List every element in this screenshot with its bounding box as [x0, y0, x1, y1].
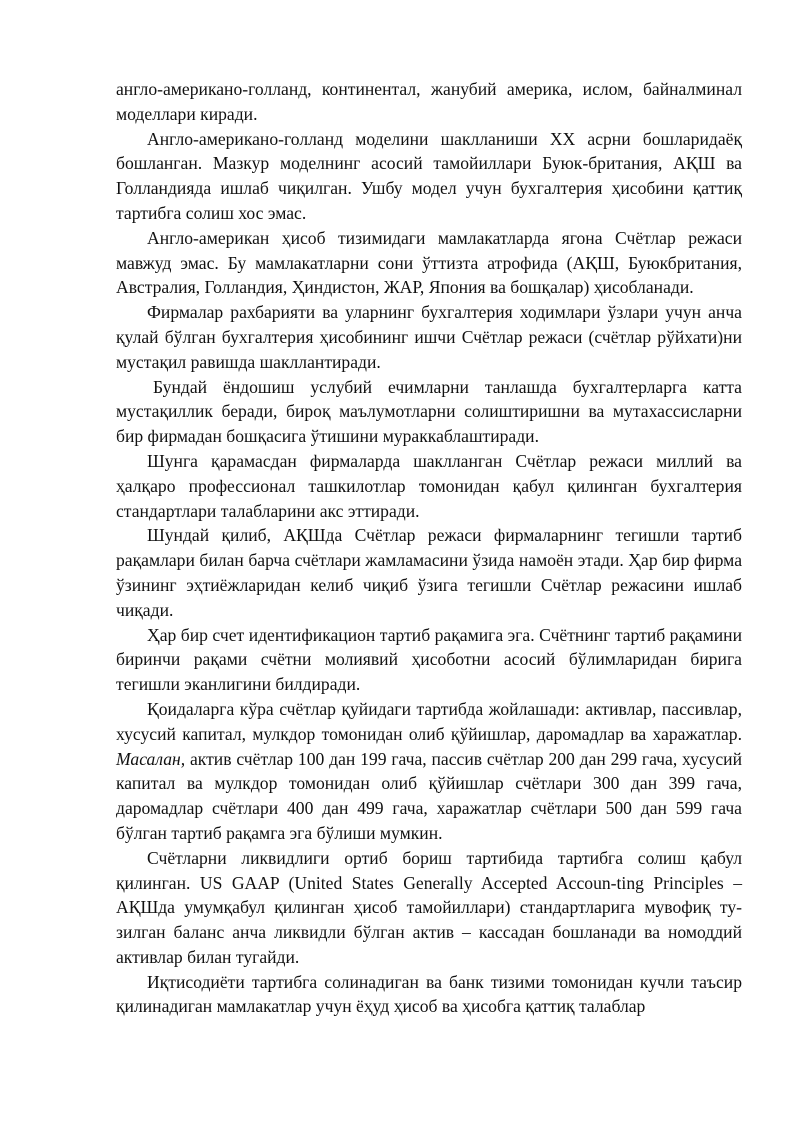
- paragraph-continues-next-page: Иқтисодиёти тартибга солинадиган ва банк тизими томонидан кучли таъсир қилинадиган мамлакатлар учун ёҳуд ҳисоб ва ҳисобга қаттиқ талаблар: [116, 971, 742, 1017]
- paragraph-text: Қоидаларга кўра счётлар қуйидаги тартибда жойлашади: активлар, пассивлар, хусусий капитал, мулкдор томонидан олиб қўйишлар, даромадлар ва харажатлар.: [116, 698, 742, 744]
- paragraph: Ҳар бир счет идентификацион тартиб рақамига эга. Счётнинг тартиб рақамини биринчи рақами счётни молиявий ҳисоботни асосий бўлимларидан бирига тегишли эканлигини билдиради.: [116, 624, 742, 695]
- paragraph: Счётларни ликвидлиги ортиб бориш тартибида тартибга солиш қабул қилинган. US GAAP (United States Generally Accepted Accoun-ting Principles – АҚШда умумқабул қилинган ҳисоб тамойиллари) стандартларига мувофиқ ту-зилган баланс анча ликвидли бўлган актив – кассадан бошланади ва номоддий активлар билан тугайди.: [116, 847, 742, 967]
- paragraph: Англо-американ ҳисоб тизимидаги мамлакатларда ягона Счётлар режаси мавжуд эмас. Бу мамлакатларни сони ўттизта атрофида (АҚШ, Буюкбритания, Австралия, Голландия, Ҳиндистон, ЖАР, Япония ва бошқалар) ҳисобланади.: [116, 227, 742, 298]
- paragraph-with-example: [116, 697, 742, 846]
- paragraph: Шунга қарамасдан фирмаларда шаклланган Счётлар режаси миллий ва ҳалқаро профессионал ташкилотлар томонидан қабул қилинган бухгалтерия стандартлари талабларини акс эттиради.: [116, 450, 742, 521]
- paragraph-text: актив счётлар 100 дан 199 гача, пассив счётлар 200 дан 299 гача, хусусий капитал ва мулкдор томонидан олиб қўйишлар счётлари 300 дан 399 гача, даромадлар счётлари 400 дан 499 гача, харажатлар счётлари 500 дан 599 гача бўлган тартиб рақамга эга бўлиши мумкин.: [116, 748, 742, 843]
- paragraph: Англо-американо-голланд моделини шаклланиши XX асрни бошларидаёқ бошланган. Мазкур моделнинг асосий тамойиллари Буюк-британия, АҚШ ва Голландияда ишлаб чиқилган. Ушбу модел учун бухгалтерия ҳисобини қаттиқ тартибга солиш хос эмас.: [116, 128, 742, 223]
- paragraph: Шундай қилиб, АҚШда Счётлар режаси фирмаларнинг тегишли тартиб рақамлари билан барча счётлари жамламасини ўзида намоён этади. Ҳар бир фирма ўзининг эҳтиёжларидан келиб чиқиб ўзига тегишли Счётлар режасини ишлаб чиқади.: [116, 525, 742, 620]
- document-body: [116, 77, 742, 1019]
- paragraph-continuation: англо-американо-голланд, континентал, жанубий америка, ислом, байналминал моделлари киради.: [116, 79, 742, 124]
- paragraph: Бундай ёндошиш услубий ечимларни танлашда бухгалтерларга катта мустақиллик беради, бироқ маълумотларни солиштиришни ва мутахассисларни бир фирмадан бошқасига ўтишини мураккаблаштиради.: [116, 376, 742, 447]
- emphasis-text: Масалан,: [116, 748, 186, 769]
- paragraph: Фирмалар рахбарияти ва уларнинг бухгалтерия ходимлари ўзлари учун анча қулай бўлган бухгалтерия ҳисобининг ишчи Счётлар режаси (счётлар рўйхати)ни мустақил равишда шакллантиради.: [116, 302, 742, 372]
